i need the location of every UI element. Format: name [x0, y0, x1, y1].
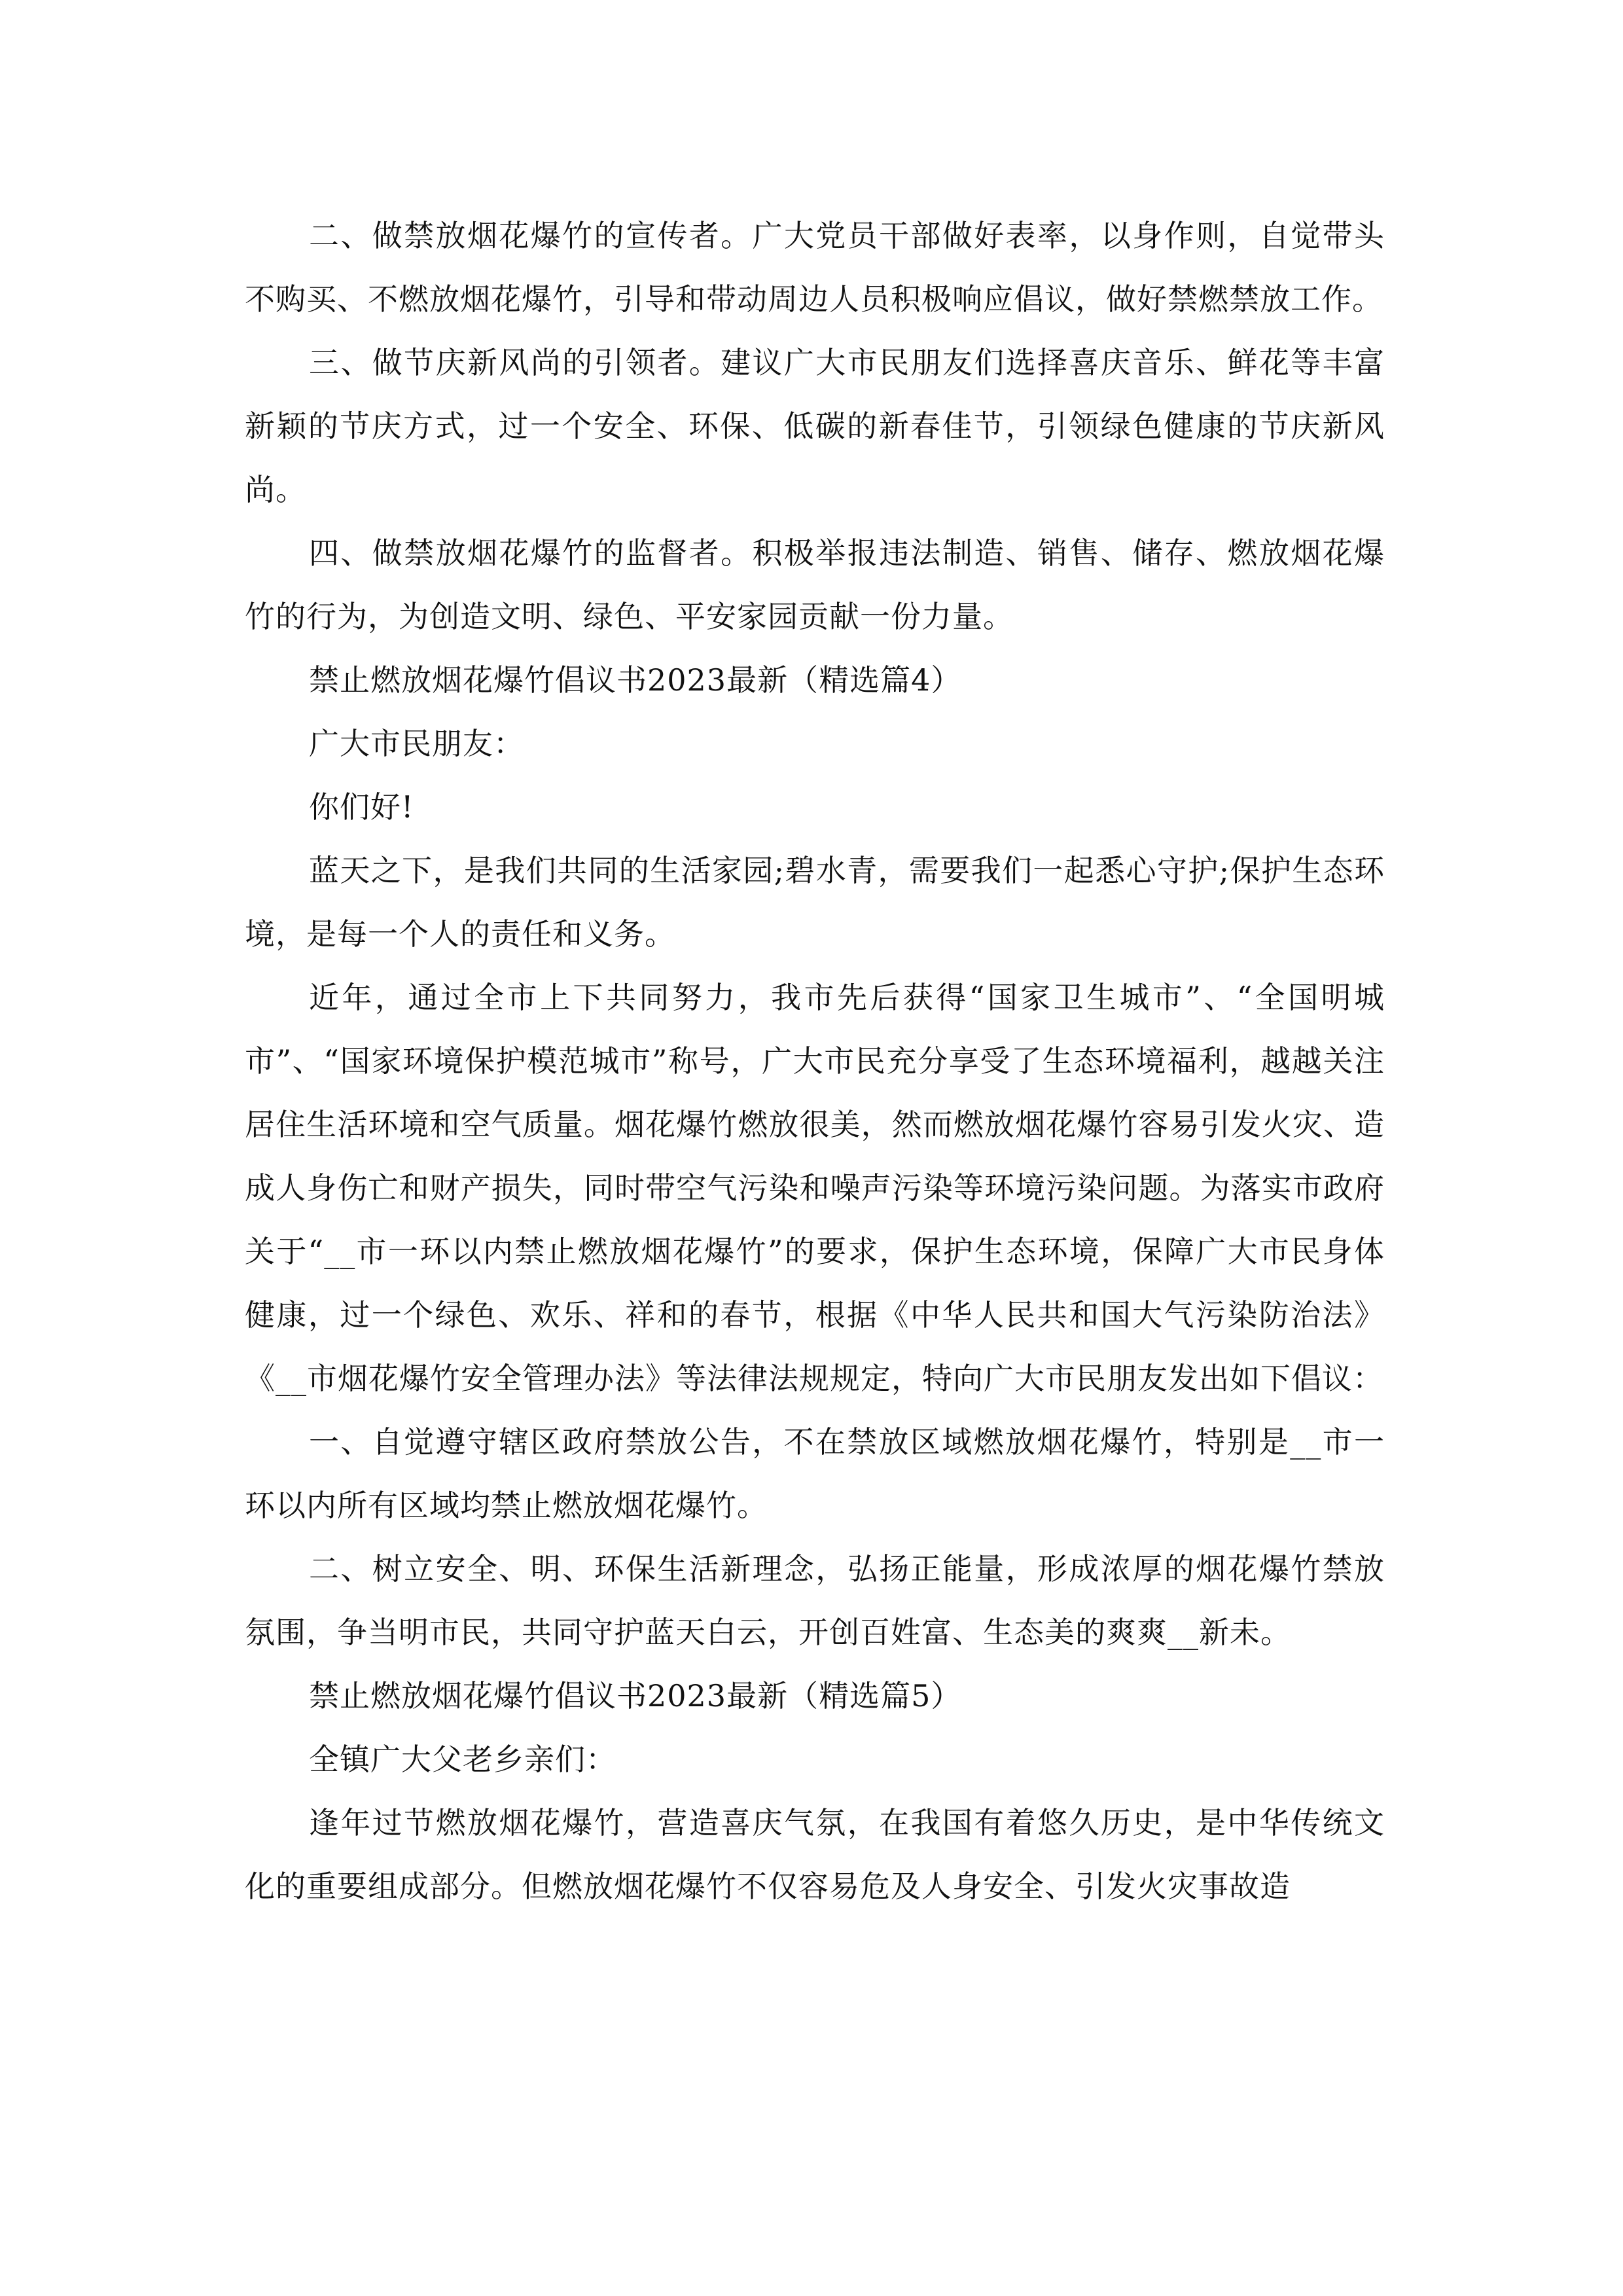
- paragraph-point-one: 一、自觉遵守辖区政府禁放公告，不在禁放区域燃放烟花爆竹，特别是__市一环以内所有区域均禁止燃放烟花爆竹。: [245, 1424, 1385, 1523]
- paragraph-festival-tradition: 逢年过节燃放烟花爆竹，营造喜庆气氛，在我国有着悠久历史，是中华传统文化的重要组成部分。但燃放烟花爆竹不仅容易危及人身安全、引发火灾事故造: [245, 1805, 1385, 1904]
- section-heading-5: 禁止燃放烟花爆竹倡议书2023最新（精选篇5）: [309, 1678, 962, 1713]
- paragraph-publicity: 二、做禁放烟花爆竹的宣传者。广大党员干部做好表率，以身作则，自觉带头不购买、不燃放烟花爆竹，引导和带动周边人员积极响应倡议，做好禁燃禁放工作。: [245, 218, 1385, 317]
- paragraph-supervisor: 四、做禁放烟花爆竹的监督者。积极举报违法制造、销售、储存、燃放烟花爆竹的行为，为创造文明、绿色、平安家园贡献一份力量。: [245, 535, 1385, 634]
- salutation-citizens: 广大市民朋友：: [309, 726, 524, 761]
- salutation-townsfolk: 全镇广大父老乡亲们：: [309, 1742, 616, 1777]
- document-body: [245, 204, 1385, 1918]
- paragraph-new-custom: 三、做节庆新风尚的引领者。建议广大市民朋友们选择喜庆音乐、鲜花等丰富新颖的节庆方式，过一个安全、环保、低碳的新春佳节，引领绿色健康的节庆新风尚。: [245, 345, 1385, 507]
- paragraph-blue-sky: 蓝天之下，是我们共同的生活家园;碧水青，需要我们一起悉心守护;保护生态环境，是每一个人的责任和义务。: [245, 853, 1385, 952]
- greeting: 你们好!: [309, 789, 414, 825]
- paragraph-recent-years: 近年，通过全市上下共同努力，我市先后获得“国家卫生城市”、“全国明城市”、“国家环境保护模范城市”称号，广大市民充分享受了生态环境福利，越越关注居住生活环境和空气质量。烟花爆竹燃放很美，然而燃放烟花爆竹容易引发火灾、造成人身伤亡和财产损失，同时带空气污染和噪声污染等环境污染问题。为落实市政府关于“__市一环以内禁止燃放烟花爆竹”的要求，保护生态环境，保障广大市民身体健康，过一个绿色、欢乐、祥和的春节，根据《中华人民共和国大气污染防治法》《__市烟花爆竹安全管理办法》等法律法规规定，特向广大市民朋友发出如下倡议：: [245, 980, 1385, 1396]
- section-heading-4: 禁止燃放烟花爆竹倡议书2023最新（精选篇4）: [309, 662, 962, 698]
- paragraph-point-two: 二、树立安全、明、环保生活新理念，弘扬正能量，形成浓厚的烟花爆竹禁放氛围，争当明市民，共同守护蓝天白云，开创百姓富、生态美的爽爽__新未。: [245, 1551, 1385, 1650]
